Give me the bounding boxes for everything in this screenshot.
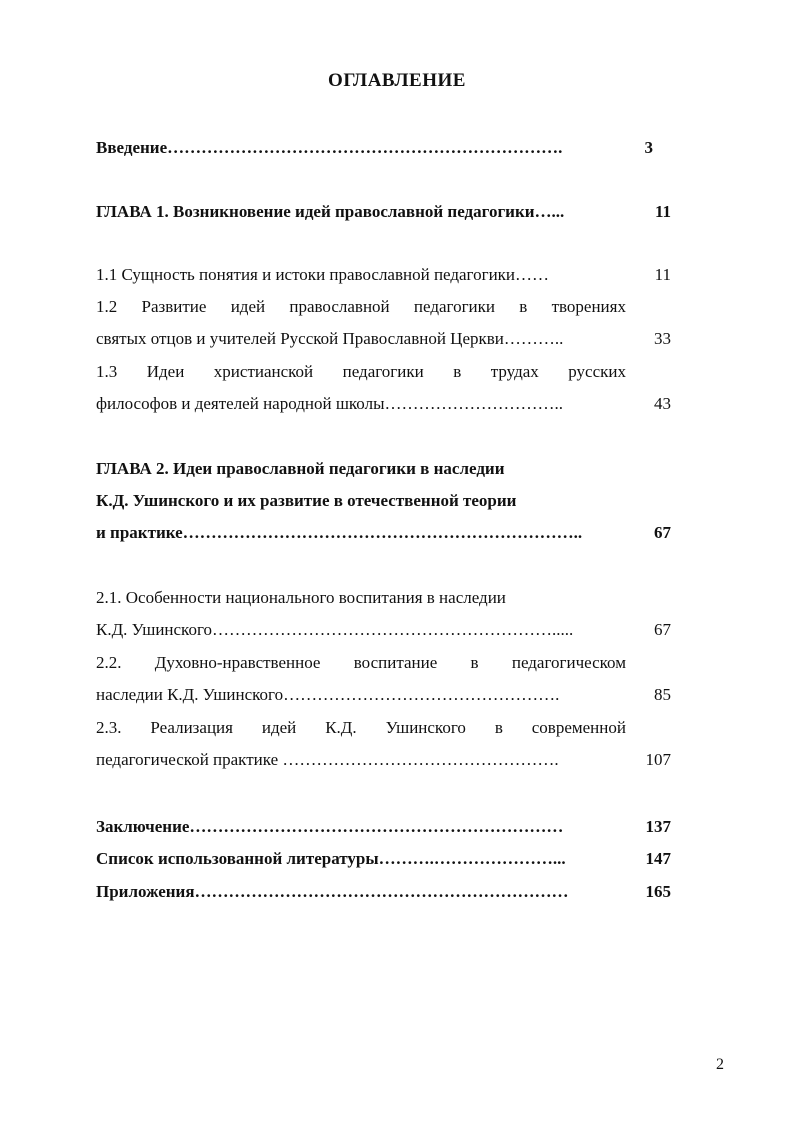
- toc-word: Духовно-нравственное: [154, 653, 321, 672]
- toc-entry-page: 137: [645, 817, 671, 836]
- toc-entry-page: 85: [654, 685, 671, 704]
- toc-entry-label: Заключение…………………………………………………………: [96, 817, 564, 836]
- toc-word: в: [494, 718, 503, 737]
- toc-entry-label: ГЛАВА 1. Возникновение идей православной педагогики…...: [96, 202, 565, 221]
- toc-entry-page: 165: [645, 882, 671, 901]
- toc-entry-label: К.Д. Ушинского…………………………………………………….....: [96, 620, 574, 639]
- toc-entry-section-2-1-line-2[interactable]: [96, 617, 671, 643]
- toc-word: русских: [568, 362, 626, 381]
- toc-word: педагогики: [413, 297, 495, 316]
- page-number: 2: [716, 1056, 724, 1073]
- toc-entry-page: 67: [654, 620, 671, 639]
- toc-word: Развитие: [141, 297, 207, 316]
- toc-entry-section-1-3-line-2[interactable]: [96, 391, 671, 417]
- toc-word: 1.2: [96, 297, 118, 316]
- toc-entry-page: 3: [644, 138, 653, 157]
- toc-word: трудах: [490, 362, 539, 381]
- toc-word: в: [453, 362, 462, 381]
- toc-word: Идеи: [146, 362, 185, 381]
- toc-entry-section-1-2-line-1[interactable]: [96, 294, 626, 320]
- toc-entry-page: 147: [645, 849, 671, 868]
- toc-entry-section-2-2-line-2[interactable]: [96, 682, 671, 708]
- toc-word: Реализация: [150, 718, 233, 737]
- toc-entry-section-2-1-line-1[interactable]: [96, 585, 671, 611]
- toc-entry-section-2-3-line-1[interactable]: [96, 715, 626, 741]
- toc-entry-page: 107: [645, 750, 671, 769]
- toc-word: воспитание: [353, 653, 438, 672]
- toc-word: идей: [230, 297, 266, 316]
- toc-entry-label: Введение…………………………………………………………….: [96, 138, 563, 157]
- toc-word: 2.3.: [96, 718, 122, 737]
- toc-entry-appendix[interactable]: [96, 879, 671, 905]
- toc-entry-section-2-2-line-1[interactable]: [96, 650, 626, 676]
- toc-entry-conclusion[interactable]: [96, 814, 671, 840]
- toc-word: христианской: [213, 362, 314, 381]
- toc-word: творениях: [551, 297, 626, 316]
- toc-entry-chapter-2-line-1[interactable]: [96, 456, 671, 482]
- toc-word: педагогическом: [511, 653, 626, 672]
- toc-word: в: [470, 653, 479, 672]
- toc-entry-section-1-2-line-2[interactable]: [96, 326, 671, 352]
- toc-entry-section-1-1[interactable]: [96, 262, 671, 288]
- toc-entry-bibliography[interactable]: [96, 846, 671, 872]
- toc-word: К.Д.: [325, 718, 357, 737]
- toc-entry-intro[interactable]: [96, 135, 671, 161]
- toc-entry-page: 11: [654, 202, 671, 221]
- toc-entry-page: 67: [654, 523, 671, 542]
- toc-word: 1.3: [96, 362, 118, 381]
- toc-entry-label: Список использованной литературы……….…………………...: [96, 849, 566, 868]
- toc-entry-chapter-2-line-3[interactable]: [96, 520, 671, 546]
- toc-word: идей: [261, 718, 297, 737]
- toc-entry-label: 1.1 Сущность понятия и истоки православной педагогики……: [96, 265, 550, 284]
- toc-word: современной: [531, 718, 626, 737]
- toc-word: в: [519, 297, 528, 316]
- toc-entry-label: ГЛАВА 2. Идеи православной педагогики в наследии: [96, 459, 505, 478]
- toc-entry-label: Приложения…………………………………………………………: [96, 882, 569, 901]
- toc-entry-chapter-1[interactable]: [96, 199, 671, 225]
- toc-entry-label: педагогической практике ………………………………………….: [96, 750, 559, 769]
- toc-entry-label: 2.1. Особенности национального воспитания в наследии: [96, 588, 506, 607]
- toc-title: ОГЛАВЛЕНИЕ: [328, 70, 466, 91]
- toc-entry-label: К.Д. Ушинского и их развитие в отечественной теории: [96, 491, 517, 510]
- toc-entry-label: и практике……………………………………………………………..: [96, 523, 583, 542]
- toc-entry-page: 43: [654, 394, 671, 413]
- toc-entry-label: философов и деятелей народной школы…………………………..: [96, 394, 563, 413]
- toc-entry-chapter-2-line-2[interactable]: [96, 488, 671, 514]
- toc-word: православной: [289, 297, 390, 316]
- toc-entry-page: 11: [654, 265, 671, 284]
- toc-entry-page: 33: [654, 329, 671, 348]
- toc-entry-label: наследии К.Д. Ушинского………………………………………….: [96, 685, 560, 704]
- toc-entry-label: святых отцов и учителей Русской Православной Церкви………..: [96, 329, 564, 348]
- toc-word: Ушинского: [385, 718, 466, 737]
- toc-word: педагогики: [342, 362, 424, 381]
- toc-entry-section-1-3-line-1[interactable]: [96, 359, 626, 385]
- toc-entry-section-2-3-line-2[interactable]: [96, 747, 671, 773]
- toc-word: 2.2.: [96, 653, 122, 672]
